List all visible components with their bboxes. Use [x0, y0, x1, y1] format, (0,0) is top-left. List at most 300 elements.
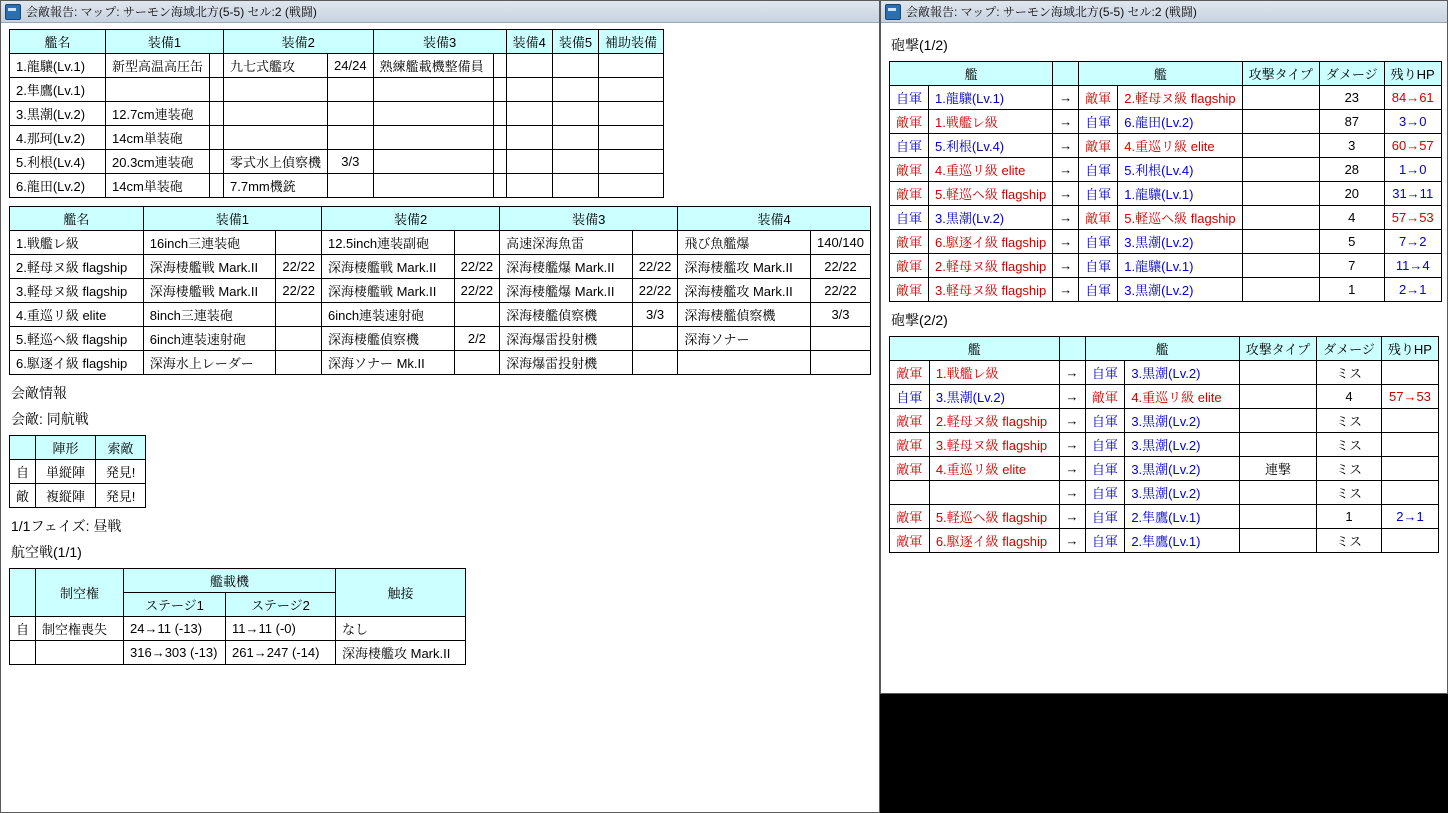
target-side: 敵軍	[1085, 385, 1125, 409]
equip-4	[506, 150, 552, 174]
equip-5	[552, 102, 598, 126]
attacker-side: 敵軍	[890, 505, 930, 529]
attacker-side: 敵軍	[890, 278, 929, 302]
side-label	[10, 641, 36, 665]
table-row	[10, 327, 871, 351]
left-content	[1, 23, 879, 812]
equip-3-count	[493, 78, 506, 102]
target-side: 自軍	[1085, 409, 1125, 433]
friendly-fleet-table	[9, 29, 664, 198]
attacker-side	[890, 481, 930, 505]
ship-name: 3.軽母ヌ級 flagship	[10, 279, 144, 303]
equip-3-count	[493, 174, 506, 198]
damage-value: 28	[1319, 158, 1384, 182]
target-side: 自軍	[1079, 158, 1118, 182]
equip-1-count	[210, 174, 224, 198]
search-result: 発見!	[96, 460, 146, 484]
attack-type	[1242, 182, 1319, 206]
table-row	[10, 231, 871, 255]
table-header-row	[890, 62, 1442, 86]
formation-table	[9, 435, 146, 508]
table-row	[890, 110, 1442, 134]
target-ship: 4.重巡リ級 elite	[1118, 134, 1242, 158]
col-target-ship: 艦	[1079, 62, 1242, 86]
app-icon	[885, 4, 901, 20]
formation-body	[10, 460, 146, 508]
attacker-ship: 1.戦艦レ級	[929, 110, 1053, 134]
col-remaining-hp: 残りHP	[1381, 337, 1438, 361]
attacker-side: 敵軍	[890, 409, 930, 433]
attack-type	[1239, 385, 1316, 409]
equip-1-count	[276, 327, 322, 351]
table-row	[890, 505, 1439, 529]
arrow-icon: →	[1053, 110, 1079, 134]
air-battle-table	[9, 568, 466, 665]
attacker-side: 敵軍	[890, 110, 929, 134]
equip-1: 深海棲艦戦 Mark.II	[143, 279, 276, 303]
equip-2-count: 22/22	[454, 255, 500, 279]
stage2-value: 261→247 (-14)	[226, 641, 336, 665]
equip-3-count	[493, 54, 506, 78]
equip-2: 深海棲艦偵察機	[321, 327, 454, 351]
ship-name: 2.隼鷹(Lv.1)	[10, 78, 106, 102]
ship-name: 2.軽母ヌ級 flagship	[10, 255, 144, 279]
equip-1-count	[210, 54, 224, 78]
shelling-table-2	[889, 336, 1439, 553]
ship-name: 5.利根(Lv.4)	[10, 150, 106, 174]
equip-1: 8inch三連装砲	[143, 303, 276, 327]
shelling-table-1	[889, 61, 1442, 302]
equip-2-count	[328, 78, 374, 102]
attacker-ship: 6.駆逐イ級 flagship	[929, 230, 1053, 254]
table-row	[890, 134, 1442, 158]
target-side: 自軍	[1079, 254, 1118, 278]
air-superiority	[36, 641, 124, 665]
damage-value: 1	[1319, 278, 1384, 302]
equip-1: 14cm単装砲	[106, 174, 210, 198]
title-bar-left[interactable]	[1, 1, 879, 23]
ship-name: 3.黒潮(Lv.2)	[10, 102, 106, 126]
equip-1: 6inch連装速射砲	[143, 327, 276, 351]
target-side: 自軍	[1079, 110, 1118, 134]
table-row	[10, 460, 146, 484]
col-equip3: 装備3	[500, 207, 678, 231]
arrow-icon: →	[1059, 481, 1085, 505]
target-ship: 3.黒潮(Lv.2)	[1118, 230, 1242, 254]
shelling-1-body	[890, 86, 1442, 302]
table-row	[890, 361, 1439, 385]
attack-type	[1242, 110, 1319, 134]
table-row	[10, 150, 664, 174]
equip-5	[552, 126, 598, 150]
remaining-hp	[1381, 457, 1438, 481]
stage2-value: 11→11 (-0)	[226, 617, 336, 641]
target-ship: 3.黒潮(Lv.2)	[1125, 481, 1239, 505]
table-row	[890, 230, 1442, 254]
table-row	[890, 385, 1439, 409]
target-ship: 4.重巡リ級 elite	[1125, 385, 1239, 409]
equip-2-count	[328, 102, 374, 126]
col-remaining-hp: 残りHP	[1384, 62, 1441, 86]
damage-value: ミス	[1317, 433, 1382, 457]
equip-3: 高速深海魚雷	[500, 231, 633, 255]
contact-value: なし	[336, 617, 466, 641]
equip-3-count: 22/22	[632, 279, 678, 303]
equip-2: 九七式艦攻	[224, 54, 328, 78]
col-search: 索敵	[96, 436, 146, 460]
col-contact: 触接	[336, 569, 466, 617]
equip-4: 深海棲艦偵察機	[678, 303, 811, 327]
equip-4: 深海ソナー	[678, 327, 811, 351]
attacker-ship: 5.軽巡ヘ級 flagship	[929, 182, 1053, 206]
equip-2-count	[454, 351, 500, 375]
aux-equip	[599, 174, 664, 198]
equip-2	[224, 78, 328, 102]
shelling-phase-1-title: 砲撃(1/2)	[891, 37, 948, 53]
table-header-row	[10, 436, 146, 460]
damage-value: 3	[1319, 134, 1384, 158]
table-row	[10, 255, 871, 279]
equip-1: 16inch三連装砲	[143, 231, 276, 255]
attack-type: 連撃	[1239, 457, 1316, 481]
damage-value: 7	[1319, 254, 1384, 278]
attacker-side: 敵軍	[890, 254, 929, 278]
table-row	[10, 641, 466, 665]
target-side: 敵軍	[1079, 206, 1118, 230]
table-header-row	[10, 207, 871, 231]
table-row	[10, 78, 664, 102]
target-ship: 3.黒潮(Lv.2)	[1125, 361, 1239, 385]
side-label: 敵	[10, 484, 36, 508]
equip-3: 深海棲艦爆 Mark.II	[500, 255, 633, 279]
equip-1: 12.7cm連装砲	[106, 102, 210, 126]
table-row	[890, 529, 1439, 553]
equip-2: 深海棲艦戦 Mark.II	[321, 279, 454, 303]
equip-2	[224, 102, 328, 126]
damage-value: ミス	[1317, 457, 1382, 481]
arrow-icon: →	[1053, 134, 1079, 158]
attacker-ship: 3.軽母ヌ級 flagship	[929, 433, 1059, 457]
target-ship: 6.龍田(Lv.2)	[1118, 110, 1242, 134]
remaining-hp: 3→0	[1384, 110, 1441, 134]
equip-5	[552, 150, 598, 174]
col-blank	[10, 436, 36, 460]
col-ship-name: 艦名	[10, 30, 106, 54]
equip-3: 熟練艦載機整備員	[373, 54, 493, 78]
equip-3	[373, 78, 493, 102]
aux-equip	[599, 150, 664, 174]
attacker-side: 敵軍	[890, 158, 929, 182]
attacker-side: 敵軍	[890, 457, 930, 481]
equip-4	[678, 351, 811, 375]
attack-type	[1239, 505, 1316, 529]
enemy-fleet-table	[9, 206, 871, 375]
equip-3-count: 22/22	[632, 255, 678, 279]
col-formation: 陣形	[36, 436, 96, 460]
equip-2-count	[454, 303, 500, 327]
attacker-ship: 3.黒潮(Lv.2)	[929, 385, 1059, 409]
equip-4-count: 140/140	[810, 231, 870, 255]
col-equip1: 装備1	[143, 207, 321, 231]
equip-2: 深海ソナー Mk.II	[321, 351, 454, 375]
remaining-hp	[1381, 409, 1438, 433]
table-row	[890, 457, 1439, 481]
black-panel	[880, 694, 1448, 813]
equip-4	[506, 78, 552, 102]
remaining-hp	[1381, 481, 1438, 505]
attacker-side: 敵軍	[890, 182, 929, 206]
damage-value: 1	[1317, 505, 1382, 529]
col-carrier-planes: 艦載機	[124, 569, 336, 593]
equip-5	[552, 54, 598, 78]
table-row	[890, 278, 1442, 302]
equip-2: 7.7mm機銃	[224, 174, 328, 198]
ship-name: 1.戦艦レ級	[10, 231, 144, 255]
equip-5	[552, 174, 598, 198]
table-row	[890, 433, 1439, 457]
equip-2-count: 3/3	[328, 150, 374, 174]
equip-2: 零式水上偵察機	[224, 150, 328, 174]
target-ship: 3.黒潮(Lv.2)	[1125, 409, 1239, 433]
air-battle-body	[10, 617, 466, 665]
equip-2-count: 2/2	[454, 327, 500, 351]
equip-1: 20.3cm連装砲	[106, 150, 210, 174]
table-row	[10, 174, 664, 198]
equip-3: 深海棲艦偵察機	[500, 303, 633, 327]
right-content	[881, 23, 1447, 693]
table-header-row	[10, 30, 664, 54]
col-stage1: ステージ1	[124, 593, 226, 617]
equip-3: 深海爆雷投射機	[500, 351, 633, 375]
ship-name: 4.重巡リ級 elite	[10, 303, 144, 327]
table-row	[890, 409, 1439, 433]
attacker-ship: 3.黒潮(Lv.2)	[929, 206, 1053, 230]
arrow-icon: →	[1053, 86, 1079, 110]
remaining-hp: 1→0	[1384, 158, 1441, 182]
ship-name: 1.龍驤(Lv.1)	[10, 54, 106, 78]
attacker-side: 自軍	[890, 385, 930, 409]
stage1-value: 316→303 (-13)	[124, 641, 226, 665]
app-icon	[5, 4, 21, 20]
col-ship-name: 艦名	[10, 207, 144, 231]
attack-type	[1242, 134, 1319, 158]
table-row	[10, 126, 664, 150]
table-row	[890, 206, 1442, 230]
equip-1: 深海水上レーダー	[143, 351, 276, 375]
target-ship: 5.利根(Lv.4)	[1118, 158, 1242, 182]
formation-value: 単縦陣	[36, 460, 96, 484]
damage-value: ミス	[1317, 361, 1382, 385]
equip-4-count: 3/3	[810, 303, 870, 327]
attacker-ship	[929, 481, 1059, 505]
target-ship: 1.龍驤(Lv.1)	[1118, 182, 1242, 206]
target-side: 自軍	[1085, 361, 1125, 385]
damage-value: 4	[1319, 206, 1384, 230]
target-ship: 3.黒潮(Lv.2)	[1125, 433, 1239, 457]
table-row	[10, 484, 146, 508]
attacker-side: 敵軍	[890, 361, 930, 385]
arrow-icon: →	[1053, 158, 1079, 182]
col-damage: ダメージ	[1317, 337, 1382, 361]
equip-1-count: 22/22	[276, 255, 322, 279]
target-side: 自軍	[1085, 457, 1125, 481]
col-arrow	[1059, 337, 1085, 361]
aux-equip	[599, 126, 664, 150]
col-attack-type: 攻撃タイプ	[1242, 62, 1319, 86]
equip-3-count	[632, 351, 678, 375]
equip-4	[506, 174, 552, 198]
ship-name: 5.軽巡ヘ級 flagship	[10, 327, 144, 351]
remaining-hp: 11→4	[1384, 254, 1441, 278]
attacker-ship: 4.重巡リ級 elite	[929, 158, 1053, 182]
equip-4-count: 22/22	[810, 255, 870, 279]
col-target-ship: 艦	[1085, 337, 1239, 361]
table-row	[890, 86, 1442, 110]
col-damage: ダメージ	[1319, 62, 1384, 86]
col-attack-type: 攻撃タイプ	[1239, 337, 1316, 361]
shelling-2-body	[890, 361, 1439, 553]
attacker-ship: 3.軽母ヌ級 flagship	[929, 278, 1053, 302]
equip-4: 深海棲艦攻 Mark.II	[678, 279, 811, 303]
attacker-ship: 4.重巡リ級 elite	[929, 457, 1059, 481]
arrow-icon: →	[1059, 361, 1085, 385]
target-ship: 2.軽母ヌ級 flagship	[1118, 86, 1242, 110]
side-label: 自	[10, 460, 36, 484]
damage-value: ミス	[1317, 481, 1382, 505]
stage1-value: 24→11 (-13)	[124, 617, 226, 641]
col-attacker-ship: 艦	[890, 62, 1053, 86]
target-ship: 1.龍驤(Lv.1)	[1118, 254, 1242, 278]
attack-type	[1239, 433, 1316, 457]
target-side: 自軍	[1085, 505, 1125, 529]
attack-type	[1239, 361, 1316, 385]
equip-3-count	[632, 231, 678, 255]
equip-1-count: 22/22	[276, 279, 322, 303]
shelling-phase-2-title: 砲撃(2/2)	[891, 312, 948, 328]
target-ship: 2.隼鷹(Lv.1)	[1125, 505, 1239, 529]
equip-3-count	[493, 102, 506, 126]
ship-name: 6.駆逐イ級 flagship	[10, 351, 144, 375]
equip-4-count	[810, 351, 870, 375]
attacker-side: 敵軍	[890, 230, 929, 254]
arrow-icon: →	[1059, 433, 1085, 457]
table-row	[890, 182, 1442, 206]
target-side: 自軍	[1079, 230, 1118, 254]
equip-3-count	[632, 327, 678, 351]
arrow-icon: →	[1053, 230, 1079, 254]
attack-type	[1242, 230, 1319, 254]
ship-name: 4.那珂(Lv.2)	[10, 126, 106, 150]
col-equip5: 装備5	[552, 30, 598, 54]
formation-value: 複縦陣	[36, 484, 96, 508]
attack-type	[1242, 86, 1319, 110]
equip-4	[506, 126, 552, 150]
equip-3-count	[493, 150, 506, 174]
attacker-ship: 2.軽母ヌ級 flagship	[929, 409, 1059, 433]
attacker-ship: 2.軽母ヌ級 flagship	[929, 254, 1053, 278]
remaining-hp: 84→61	[1384, 86, 1441, 110]
equip-1: 深海棲艦戦 Mark.II	[143, 255, 276, 279]
attacker-side: 自軍	[890, 86, 929, 110]
attack-type	[1239, 529, 1316, 553]
attack-type	[1242, 278, 1319, 302]
attacker-side: 敵軍	[890, 529, 930, 553]
target-side: 敵軍	[1079, 134, 1118, 158]
table-row	[10, 279, 871, 303]
equip-3	[373, 174, 493, 198]
arrow-icon: →	[1053, 182, 1079, 206]
attack-type	[1239, 409, 1316, 433]
battle-report-window-right	[880, 0, 1448, 694]
attacker-ship: 5.利根(Lv.4)	[929, 134, 1053, 158]
equip-2: 深海棲艦戦 Mark.II	[321, 255, 454, 279]
equip-2-count	[328, 126, 374, 150]
title-bar-right[interactable]	[881, 1, 1447, 23]
remaining-hp: 57→53	[1384, 206, 1441, 230]
equip-1: 14cm単装砲	[106, 126, 210, 150]
target-ship: 3.黒潮(Lv.2)	[1118, 278, 1242, 302]
equip-2-count	[328, 174, 374, 198]
col-equip2: 装備2	[321, 207, 499, 231]
enemy-fleet-body	[10, 231, 871, 375]
window-title-right: 会敵報告: マップ: サーモン海域北方(5-5) セル:2 (戦闘)	[906, 5, 1197, 19]
contact-info-title: 会敵情報	[11, 385, 67, 401]
attacker-ship: 1.龍驤(Lv.1)	[929, 86, 1053, 110]
table-row	[10, 102, 664, 126]
arrow-icon: →	[1059, 505, 1085, 529]
col-equip3: 装備3	[373, 30, 506, 54]
remaining-hp: 60→57	[1384, 134, 1441, 158]
col-stage2: ステージ2	[226, 593, 336, 617]
equip-3-count: 3/3	[632, 303, 678, 327]
damage-value: 5	[1319, 230, 1384, 254]
engagement-line: 会敵: 同航戦	[11, 411, 89, 427]
remaining-hp: 57→53	[1381, 385, 1438, 409]
equip-1	[106, 78, 210, 102]
equip-1-count	[210, 78, 224, 102]
col-air-superiority: 制空権	[36, 569, 124, 617]
remaining-hp: 7→2	[1384, 230, 1441, 254]
target-side: 自軍	[1079, 278, 1118, 302]
damage-value: 4	[1317, 385, 1382, 409]
target-side: 自軍	[1079, 182, 1118, 206]
target-side: 自軍	[1085, 481, 1125, 505]
remaining-hp	[1381, 361, 1438, 385]
equip-4	[506, 102, 552, 126]
damage-value: ミス	[1317, 529, 1382, 553]
damage-value: ミス	[1317, 409, 1382, 433]
attacker-ship: 1.戦艦レ級	[929, 361, 1059, 385]
arrow-icon: →	[1053, 206, 1079, 230]
contact-value: 深海棲艦攻 Mark.II	[336, 641, 466, 665]
equip-1-count	[276, 351, 322, 375]
friendly-fleet-body	[10, 54, 664, 198]
col-aux-equip: 補助装備	[599, 30, 664, 54]
remaining-hp	[1381, 529, 1438, 553]
equip-2: 6inch連装速射砲	[321, 303, 454, 327]
aux-equip	[599, 54, 664, 78]
arrow-icon: →	[1059, 385, 1085, 409]
equip-4: 深海棲艦攻 Mark.II	[678, 255, 811, 279]
aux-equip	[599, 102, 664, 126]
attack-type	[1242, 158, 1319, 182]
equip-3: 深海爆雷投射機	[500, 327, 633, 351]
window-title-left: 会敵報告: マップ: サーモン海域北方(5-5) セル:2 (戦闘)	[26, 5, 317, 19]
table-row	[10, 351, 871, 375]
arrow-icon: →	[1059, 457, 1085, 481]
col-equip2: 装備2	[224, 30, 374, 54]
search-result: 発見!	[96, 484, 146, 508]
